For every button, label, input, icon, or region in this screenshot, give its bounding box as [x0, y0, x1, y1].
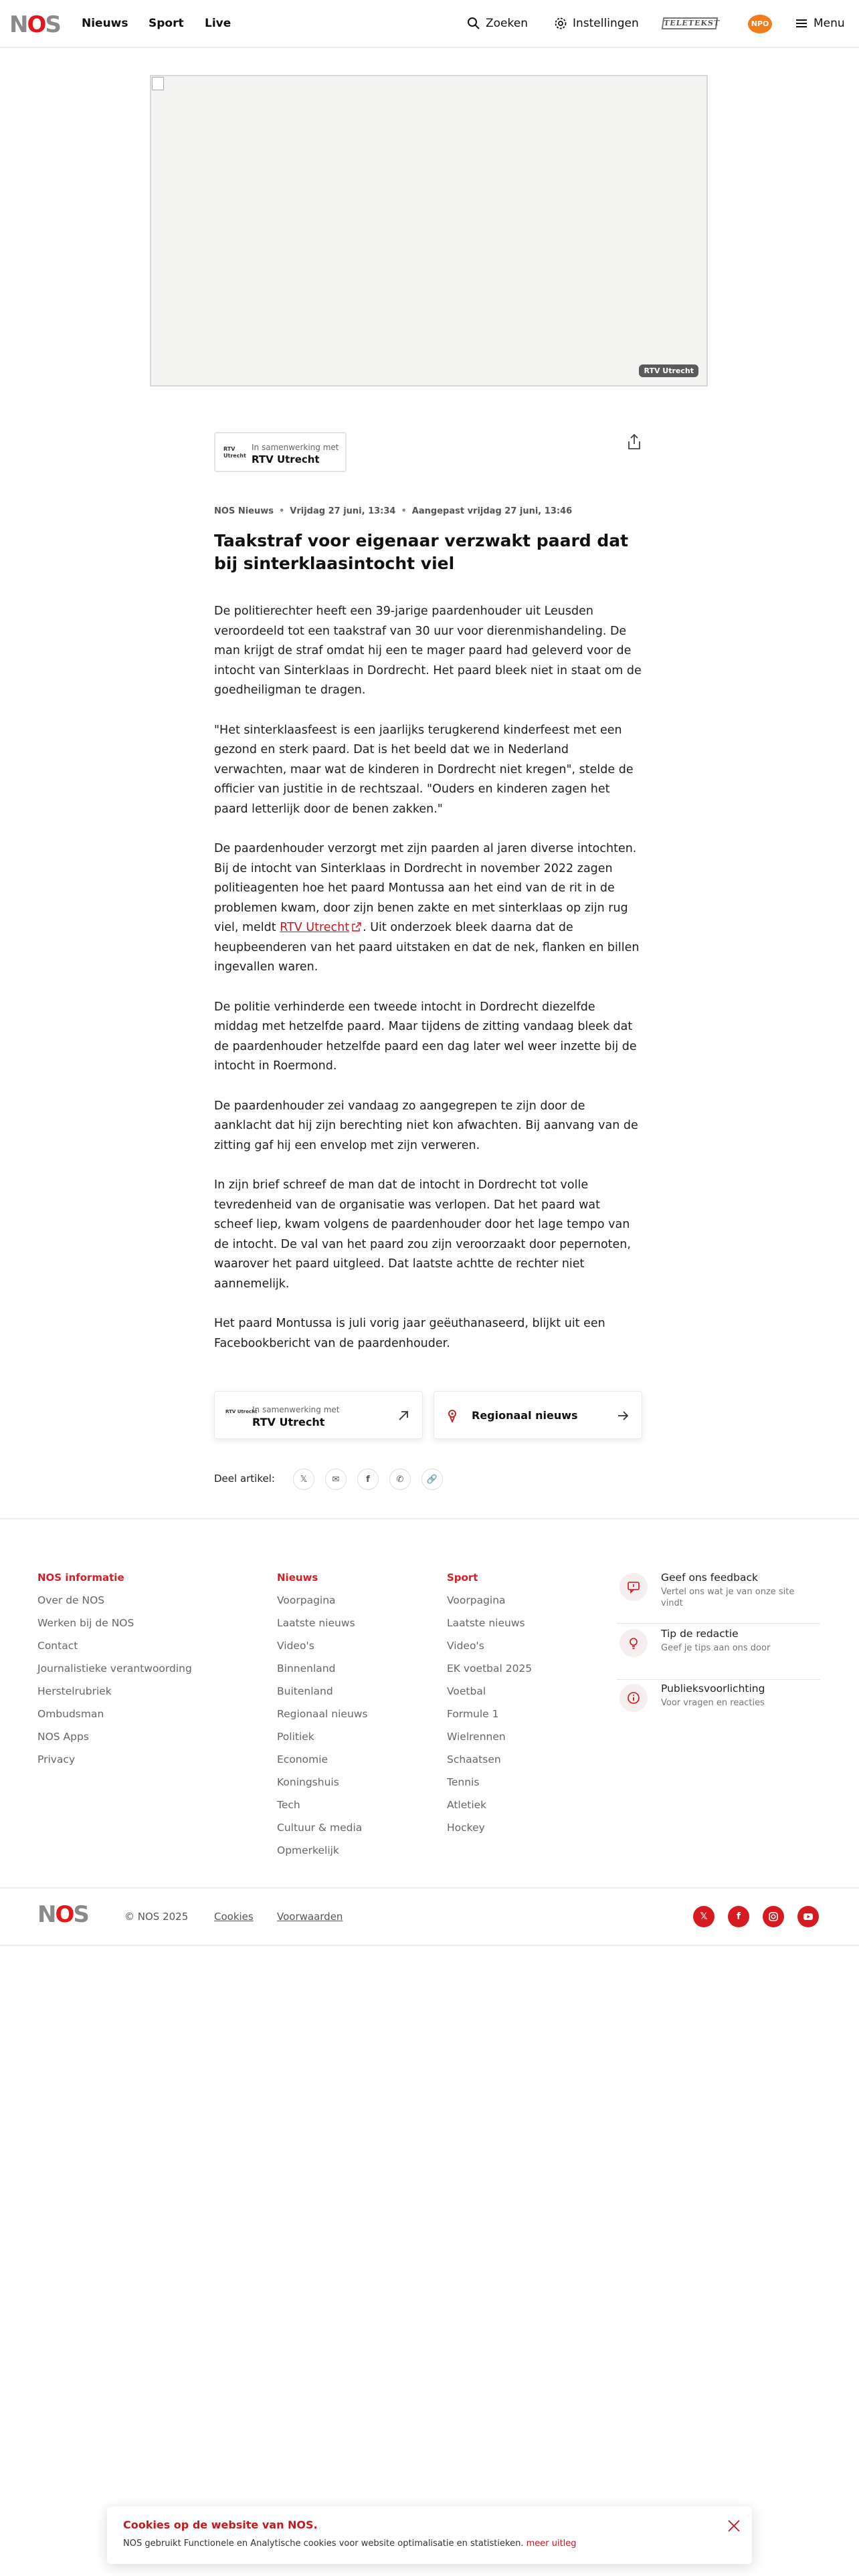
article-source: NOS Nieuws: [214, 506, 274, 516]
publieksvoorlichting-text: Voor vragen en reacties: [661, 1698, 765, 1708]
article-title: Taakstraf voor eigenaar verzwakt paard dat bij sinterklaasintocht viel: [214, 531, 629, 573]
facebook-icon: f: [366, 1474, 370, 1485]
broken-image-icon: [152, 77, 164, 90]
footer-link[interactable]: Wielrennen: [447, 1731, 506, 1743]
publieksvoorlichting-box[interactable]: [617, 1681, 820, 1735]
rtv-utrecht-logo: RTV Utrecht: [225, 1409, 258, 1414]
footer-link[interactable]: Hockey: [447, 1822, 485, 1834]
teletekst-link[interactable]: TELETEKST: [662, 17, 719, 29]
footer-x-link[interactable]: [693, 1906, 714, 1927]
feedback-title: Geef ons feedback: [661, 1572, 758, 1584]
arrow-up-right-icon: [397, 1409, 410, 1422]
nav-live[interactable]: Live: [205, 17, 231, 30]
share-label: Deel artikel:: [214, 1473, 275, 1485]
info-icon: [619, 1684, 648, 1712]
article-published: Vrijdag 27 juni, 13:34: [290, 506, 396, 516]
search-icon: [467, 17, 480, 30]
youtube-icon: [803, 1911, 814, 1922]
npo-logo[interactable]: NPO: [748, 15, 772, 33]
article-meta: NOS Nieuws • Vrijdag 27 juni, 13:34 • Aangepast vrijdag 27 juni, 13:46: [214, 506, 573, 516]
feedback-text: Vertel ons wat je van onze site vindt: [661, 1587, 795, 1608]
nav-sport[interactable]: Sport: [149, 17, 184, 30]
article-updated: Aangepast vrijdag 27 juni, 13:46: [411, 506, 573, 516]
footer-link[interactable]: Journalistieke verantwoording: [37, 1662, 192, 1675]
footer-col-nos-info: [37, 1570, 192, 1775]
footer-col-title: NOS informatie: [37, 1572, 124, 1584]
hamburger-icon: [795, 17, 808, 30]
footer-link[interactable]: Schaatsen: [447, 1753, 501, 1765]
footer-link[interactable]: Video's: [277, 1640, 314, 1652]
collab-small-label: In samenwerking met: [252, 443, 339, 452]
footer-link[interactable]: Tech: [277, 1799, 300, 1811]
mail-icon: ✉: [332, 1474, 340, 1485]
footer-link[interactable]: Buitenland: [277, 1685, 333, 1697]
card-small-label: In samenwerking met: [252, 1405, 340, 1414]
lightbulb-icon: [619, 1629, 648, 1657]
footer-divider: [0, 1518, 859, 1519]
footer-link[interactable]: Laatste nieuws: [277, 1617, 355, 1629]
external-link-icon: [352, 922, 361, 932]
search-button[interactable]: [467, 16, 528, 31]
footer-link[interactable]: Koningshuis: [277, 1776, 339, 1788]
share-whatsapp-button[interactable]: [389, 1469, 411, 1490]
rtv-utrecht-logo: RTV Utrecht: [223, 446, 246, 459]
footer-link[interactable]: Contact: [37, 1640, 78, 1652]
publieksvoorlichting-title: Publieksvoorlichting: [661, 1683, 765, 1695]
paragraph: "Het sinterklaasfeest is een jaarlijks terugkerend kinderfeest met een gezond en sterk paard. Dat is het beeld dat we in Nederland verwachten, maar wat de kinderen in Dordrecht niet kregen", stelde de officier van justitie in de rechtszaal. "Ouders en kinderen zagen het paard letterlijk door de benen zakken.": [214, 723, 634, 816]
cookie-banner: [107, 2506, 752, 2564]
footer-instagram-link[interactable]: [763, 1906, 784, 1927]
footer-link[interactable]: Opmerkelijk: [277, 1844, 339, 1856]
regional-news-label: Regionaal nieuws: [472, 1409, 578, 1422]
menu-label: Menu: [814, 17, 845, 30]
cookies-link[interactable]: Cookies: [214, 1911, 254, 1923]
footer-link[interactable]: Formule 1: [447, 1708, 499, 1720]
footer-link[interactable]: Regionaal nieuws: [277, 1708, 368, 1720]
footer-link[interactable]: Video's: [447, 1640, 484, 1652]
paragraph: De politierechter heeft een 39-jarige paardenhouder uit Leusden veroordeeld tot een taakstraf van 30 uur voor dierenmishandeling. De man krijgt de straf omdat hij een te mager paard had geleverd voor de intocht van Sinterklaas in Dordrecht. Het paard bleek niet in staat om de goedheiligman te dragen.: [214, 605, 642, 697]
share-icon[interactable]: [626, 433, 642, 451]
nos-logo[interactable]: NOS: [9, 11, 60, 38]
footer-divider: [0, 1887, 859, 1889]
footer-link[interactable]: Binnenland: [277, 1662, 336, 1675]
footer-youtube-link[interactable]: [797, 1906, 819, 1927]
paragraph: De politie verhinderde een tweede intocht in Dordrecht diezelfde middag met hetzelfde paard. Maar tijdens de zitting vandaag bleek dat de paardenhouder hetzelfde paard een dag later wel weer inzette bij de intocht in Roermond.: [214, 1000, 637, 1073]
copy-link-button[interactable]: [421, 1469, 443, 1490]
hero-image: [150, 75, 708, 387]
share-facebook-button[interactable]: [357, 1469, 379, 1490]
footer-link[interactable]: Tennis: [447, 1776, 480, 1788]
footer-link[interactable]: NOS Apps: [37, 1731, 89, 1743]
footer-link[interactable]: Voorpagina: [447, 1594, 506, 1606]
footer-divider: [0, 1945, 859, 1946]
footer-link[interactable]: Ombudsman: [37, 1708, 104, 1720]
link-icon: 🔗: [426, 1474, 438, 1485]
gear-icon: [554, 17, 567, 30]
collab-partner-name: RTV Utrecht: [252, 453, 320, 465]
feedback-box[interactable]: [617, 1570, 820, 1624]
copyright: © NOS 2025: [124, 1911, 189, 1923]
footer-col-sport: [447, 1570, 532, 1843]
tip-box[interactable]: [617, 1626, 820, 1680]
rtv-utrecht-card[interactable]: [214, 1391, 423, 1439]
x-icon: 𝕏: [300, 1474, 308, 1485]
settings-label: Instellingen: [573, 17, 639, 30]
footer-link[interactable]: Voetbal: [447, 1685, 486, 1697]
search-label: Zoeken: [486, 17, 528, 30]
footer-link[interactable]: Herstelrubriek: [37, 1685, 112, 1697]
regional-news-card[interactable]: [434, 1391, 642, 1439]
footer-link[interactable]: Over de NOS: [37, 1594, 105, 1606]
footer-col-nieuws: [277, 1570, 368, 1866]
cookie-text: NOS gebruikt Functionele en Analytische cookies voor website optimalisatie en statistieken. meer uitleg: [123, 2539, 577, 2549]
footer-link[interactable]: Economie: [277, 1753, 328, 1765]
nav-nieuws[interactable]: Nieuws: [82, 17, 128, 30]
paragraph: De paardenhouder zei vandaag zo aangegrepen te zijn door de aanklacht dat hij zijn berechting niet kon afwachten. Bij aanvang van de zitting gaf hij een envelop met zijn verweren.: [214, 1099, 638, 1152]
close-icon[interactable]: [727, 2518, 741, 2533]
footer-link[interactable]: EK voetbal 2025: [447, 1662, 533, 1675]
footer-link[interactable]: Cultuur & media: [277, 1822, 363, 1834]
paragraph: De paardenhouder verzorgt met zijn paarden al jaren diverse intochten. Bij de intocht van Sinterklaas in Dordrecht in november 2022 zagen politieagenten hoe het paard Montussa aan het eind van de rit in de problemen kwam, door zijn benen zakte en met sinterklaas op zijn rug viel, meldt RTV Utrecht . Uit onderzoek bleek daarna dat de heupbeenderen van het paard uitstaken en dat de nek, flanken en billen ingevallen waren.: [214, 842, 640, 974]
footer-link[interactable]: Atletiek: [447, 1799, 487, 1811]
map-pin-icon: [446, 1409, 458, 1422]
whatsapp-icon: ✆: [396, 1474, 404, 1485]
arrow-right-icon: [616, 1409, 630, 1422]
rtv-utrecht-link[interactable]: RTV Utrecht: [280, 921, 350, 934]
instagram-icon: [768, 1911, 779, 1922]
footer-link[interactable]: Voorpagina: [277, 1594, 336, 1606]
footer-col-title: Sport: [447, 1572, 478, 1584]
paragraph: In zijn brief schreef de man dat de intocht in Dordrecht tot volle tevredenheid van de organisatie was verlopen. Dat het paard wat scheef liep, kwam volgens de paardenhouder door het lage tempo van de intocht. De val van het paard zou zijn veroorzaakt door pepernoten, waarover het paard uitgleed. Dat laatste achtte de rechter niet aannemelijk.: [214, 1178, 631, 1291]
footer-link[interactable]: Privacy: [37, 1753, 76, 1765]
footer-link[interactable]: Werken bij de NOS: [37, 1617, 134, 1629]
site-header: [0, 0, 859, 48]
share-x-button[interactable]: [293, 1469, 314, 1490]
collaboration-box[interactable]: [214, 432, 347, 472]
article-body: [214, 602, 642, 1374]
card-partner-name: RTV Utrecht: [252, 1416, 325, 1428]
settings-button[interactable]: [554, 16, 639, 31]
tip-text: Geef je tips aan ons door: [661, 1643, 771, 1653]
cookie-more-link[interactable]: meer uitleg: [526, 2539, 577, 2549]
footer-link[interactable]: Laatste nieuws: [447, 1617, 525, 1629]
paragraph: Het paard Montussa is juli vorig jaar geëuthanaseerd, blijkt uit een Facebookbericht van de paardenhouder.: [214, 1317, 605, 1350]
footer-link[interactable]: Politiek: [277, 1731, 314, 1743]
image-source-badge: RTV Utrecht: [639, 364, 698, 377]
terms-link[interactable]: Voorwaarden: [277, 1911, 343, 1923]
tip-title: Tip de redactie: [661, 1628, 739, 1640]
footer-facebook-link[interactable]: [728, 1906, 749, 1927]
cookie-title: Cookies op de website van NOS.: [123, 2518, 318, 2531]
footer-nos-logo[interactable]: NOS: [37, 1901, 88, 1928]
footer-col-title: Nieuws: [277, 1572, 318, 1584]
x-icon: 𝕏: [700, 1911, 708, 1922]
feedback-icon: [619, 1573, 648, 1601]
facebook-icon: f: [736, 1911, 741, 1922]
menu-button[interactable]: [795, 16, 845, 31]
share-email-button[interactable]: [325, 1469, 347, 1490]
